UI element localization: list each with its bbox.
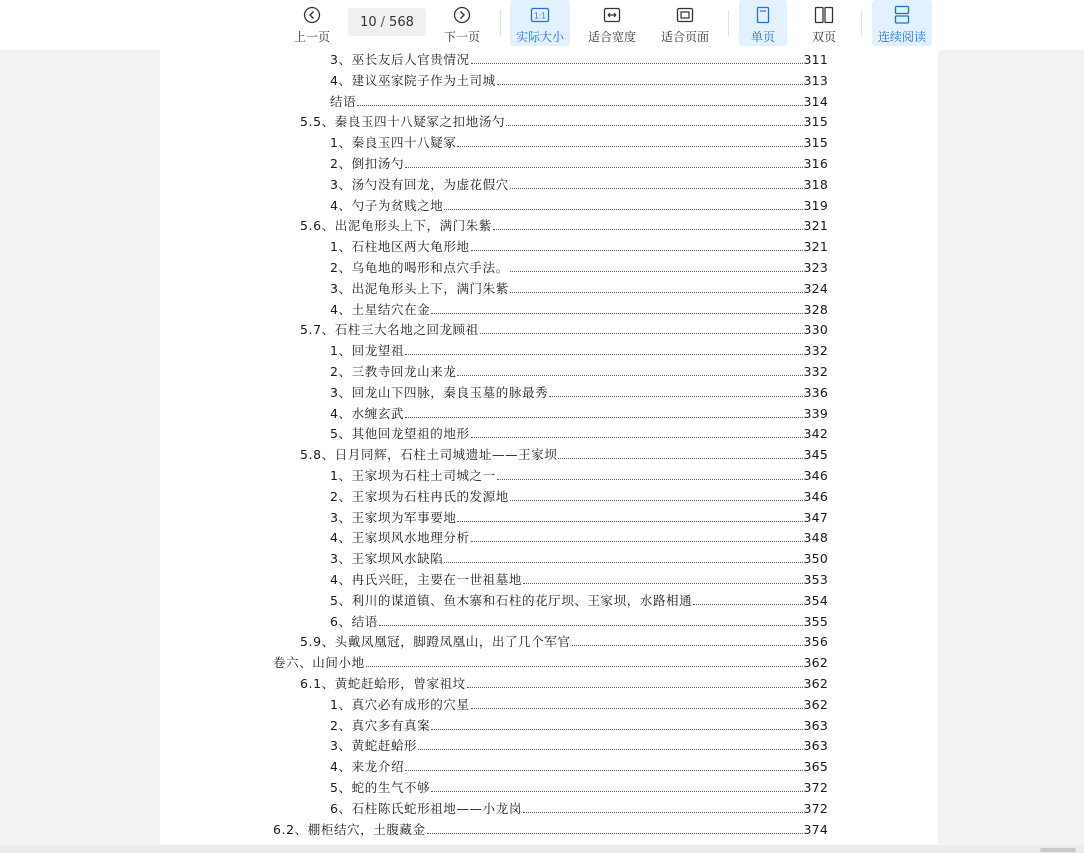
toc-entry-title: 2、三教寺回龙山来龙 xyxy=(330,364,457,379)
toc-leader-dots xyxy=(431,313,802,314)
toc-entry[interactable] xyxy=(330,546,828,566)
toc-entry-page: 353 xyxy=(803,572,828,587)
toc-entry-title: 1、回龙望祖 xyxy=(330,343,405,359)
toc-entry[interactable] xyxy=(330,68,828,88)
toc-entry[interactable] xyxy=(330,588,828,608)
toc-entry-title: 5.6、出泥龟形头上下，满门朱紫 xyxy=(300,218,492,234)
document-page xyxy=(160,0,938,853)
toc-entry[interactable] xyxy=(300,442,828,462)
single-page-label: 单页 xyxy=(750,30,775,44)
toc-entry[interactable] xyxy=(300,671,828,691)
toc-entry-title: 5.5、秦良玉四十八疑冢之扣地汤勺 xyxy=(300,114,506,130)
toc-leader-dots xyxy=(357,105,802,106)
toolbar-divider xyxy=(861,10,862,36)
toc-entry-title: 6、石柱陈氏蛇形祖地——小龙岗 xyxy=(330,800,522,816)
toc-leader-dots xyxy=(471,437,803,438)
toc-entry-page: 316 xyxy=(803,156,828,171)
toc-entry-title: 5.9、头戴凤凰冠，脚蹬凤凰山，出了几个军官 xyxy=(300,634,571,650)
toc-entry[interactable] xyxy=(330,567,828,587)
toc-leader-dots xyxy=(379,625,803,626)
toc-leader-dots xyxy=(480,333,803,334)
toc-entry-title: 2、倒扣汤勺 xyxy=(330,156,405,171)
toc-entry[interactable] xyxy=(330,525,828,545)
chevron-left-circle-icon xyxy=(301,4,323,26)
toc-entry[interactable] xyxy=(330,484,828,504)
chevron-right-circle-icon xyxy=(451,4,473,26)
toc-entry[interactable] xyxy=(300,629,828,649)
toc-entry-page: 347 xyxy=(803,509,828,525)
actual-size-icon xyxy=(529,4,551,26)
toc-leader-dots xyxy=(457,521,802,522)
toc-entry-title: 6.2、棚柜结穴，土腹藏金 xyxy=(273,821,426,837)
toc-leader-dots xyxy=(444,209,802,210)
toc-leader-dots xyxy=(405,167,802,168)
toc-leader-dots xyxy=(366,666,803,667)
toc-entry-page: 345 xyxy=(803,447,828,463)
toc-entry-title: 结语 xyxy=(330,93,357,109)
toc-entry-title: 1、王家坝为石柱土司城之一 xyxy=(330,468,496,483)
page-separator: / xyxy=(380,14,386,30)
toc-entry[interactable] xyxy=(330,609,828,629)
toc-entry-page: 321 xyxy=(803,218,828,234)
toc-leader-dots xyxy=(471,63,803,64)
toc-leader-dots xyxy=(693,604,802,605)
toc-entry-page: 336 xyxy=(803,384,828,400)
toc-entry[interactable] xyxy=(330,297,828,317)
toc-entry[interactable] xyxy=(330,733,828,753)
fit-page-button[interactable] xyxy=(655,0,715,46)
toc-entry-title: 1、石柱地区两大龟形地 xyxy=(330,239,470,255)
continuous-reading-icon xyxy=(891,4,913,26)
toc-entry-title: 1、真穴必有成形的穴星 xyxy=(330,696,470,712)
single-page-button[interactable] xyxy=(739,0,787,46)
toc-leader-dots xyxy=(510,292,803,293)
toc-entry-title: 5、利川的谋道镇、鱼木寨和石柱的花厅坝、王家坝，水路相通 xyxy=(330,592,693,608)
fit-width-icon xyxy=(601,4,623,26)
toc-entry-page: 315 xyxy=(803,135,828,151)
actual-size-button[interactable] xyxy=(510,0,570,46)
toc-entry-title: 6.1、黄蛇赶蛤形，曾家祖坟 xyxy=(300,676,466,691)
fit-width-label: 适合宽度 xyxy=(587,30,636,44)
toc-entry[interactable] xyxy=(330,463,828,483)
toc-leader-dots xyxy=(427,833,803,834)
toc-leader-dots xyxy=(471,250,803,251)
toc-leader-dots xyxy=(506,125,802,126)
toc-leader-dots xyxy=(510,188,803,189)
toc-entry-title: 5.8、日月同辉，石柱土司城遗址——王家坝 xyxy=(300,447,558,463)
toc-entry[interactable] xyxy=(300,213,828,233)
fit-page-icon xyxy=(674,4,696,26)
toc-entry-title: 5、蛇的生气不够 xyxy=(330,780,431,795)
toc-leader-dots xyxy=(405,417,802,418)
toc-leader-dots xyxy=(444,562,802,563)
current-page-input[interactable]: 10 xyxy=(360,14,377,30)
toc-entry[interactable] xyxy=(330,421,828,441)
toc-entry-page: 332 xyxy=(803,364,828,379)
toc-entry-title: 6、结语 xyxy=(330,613,378,629)
continuous-reading-label: 连续阅读 xyxy=(877,30,926,44)
toc-entry[interactable] xyxy=(300,317,828,337)
fit-width-button[interactable] xyxy=(582,0,642,46)
single-page-icon xyxy=(752,4,774,26)
actual-size-label: 实际大小 xyxy=(515,30,564,44)
toc-entry[interactable] xyxy=(330,692,828,712)
toc-entry-page: 342 xyxy=(803,426,828,442)
toc-entry-page: 313 xyxy=(803,72,828,88)
toc-entry-page: 346 xyxy=(803,488,828,504)
toc-entry[interactable] xyxy=(330,47,828,67)
toc-leader-dots xyxy=(418,749,802,750)
toc-entry[interactable] xyxy=(330,276,828,296)
toc-entry-title: 2、王家坝为石柱冉氏的发源地 xyxy=(330,488,509,504)
toc-entry-page: 311 xyxy=(803,52,828,67)
double-page-label: 双页 xyxy=(811,30,836,44)
toc-leader-dots xyxy=(510,500,803,501)
toc-entry[interactable] xyxy=(330,713,828,733)
toc-entry[interactable] xyxy=(330,775,828,795)
toc-leader-dots xyxy=(467,687,803,688)
toc-entry[interactable] xyxy=(330,338,828,358)
page-number-box[interactable] xyxy=(348,8,426,36)
toc-entry-page: 363 xyxy=(803,738,828,754)
toc-entry-title: 4、建议巫家院子作为土司城 xyxy=(330,72,496,88)
viewer-toolbar xyxy=(0,0,1084,50)
toc-entry[interactable] xyxy=(330,505,828,525)
next-page-label: 下一页 xyxy=(443,30,480,44)
toc-entry-title: 3、出泥龟形头上下，满门朱紫 xyxy=(330,280,509,296)
toc-entry[interactable] xyxy=(273,650,828,670)
toc-entry-title: 4、土星结穴在金 xyxy=(330,301,431,317)
next-page-button[interactable] xyxy=(440,0,484,46)
toc-leader-dots xyxy=(431,729,802,730)
toc-leader-dots xyxy=(405,770,802,771)
toc-entry-page: 321 xyxy=(803,239,828,255)
toc-leader-dots xyxy=(457,375,802,376)
toc-entry[interactable] xyxy=(330,380,828,400)
toc-entry-page: 324 xyxy=(803,280,828,296)
toc-entry-page: 314 xyxy=(803,93,828,109)
double-page-icon xyxy=(813,4,835,26)
toc-entry-title: 4、冉氏兴旺，主要在一世祖墓地 xyxy=(330,572,522,587)
toc-entry-page: 362 xyxy=(803,696,828,712)
toc-entry[interactable] xyxy=(330,359,828,379)
toc-entry-title: 3、黄蛇赶蛤形 xyxy=(330,738,418,754)
toc-entry-page: 355 xyxy=(803,613,828,629)
toc-leader-dots xyxy=(457,146,802,147)
toc-entry-title: 卷六、山间小地 xyxy=(273,655,365,671)
total-pages: 568 xyxy=(389,14,414,30)
toc-entry-page: 348 xyxy=(803,530,828,546)
continuous-reading-button[interactable] xyxy=(872,0,932,46)
toc-entry-title: 1、秦良玉四十八疑冢 xyxy=(330,135,457,151)
toc-entry-title: 4、来龙介绍 xyxy=(330,759,405,775)
toc-entry[interactable] xyxy=(330,130,828,150)
fit-page-label: 适合页面 xyxy=(660,30,709,44)
toc-leader-dots xyxy=(405,354,802,355)
toolbar-divider xyxy=(500,10,501,36)
toc-entry-page: 354 xyxy=(803,592,828,608)
toc-entry[interactable] xyxy=(330,151,828,171)
toc-entry-title: 3、巫长友后人官贵情况 xyxy=(330,52,470,67)
toc-entry-page: 350 xyxy=(803,551,828,567)
toc-entry[interactable] xyxy=(330,796,828,816)
toc-entry-page: 315 xyxy=(803,114,828,130)
toc-entry-page: 323 xyxy=(803,260,828,275)
toc-leader-dots xyxy=(510,271,803,272)
toc-leader-dots xyxy=(493,229,803,230)
toc-entry-page: 362 xyxy=(803,676,828,691)
toc-leader-dots xyxy=(558,458,802,459)
prev-page-button[interactable] xyxy=(290,0,334,46)
scrollbar-thumb[interactable] xyxy=(1040,848,1076,852)
toc-entry[interactable] xyxy=(330,234,828,254)
toc-entry-title: 3、回龙山下四脉，秦良玉墓的脉最秀 xyxy=(330,384,549,400)
svg-text:1:1: 1:1 xyxy=(533,11,547,21)
toc-entry-title: 3、汤勺没有回龙，为虚花假穴 xyxy=(330,176,509,192)
toc-entry-title: 3、王家坝为军事要地 xyxy=(330,509,457,525)
toc-entry-page: 362 xyxy=(803,655,828,671)
toc-entry-page: 356 xyxy=(803,634,828,650)
toc-entry-title: 2、真穴多有真案 xyxy=(330,717,431,733)
toc-entry[interactable] xyxy=(300,109,828,129)
toc-entry-page: 339 xyxy=(803,405,828,421)
toc-entry-title: 5、其他回龙望祖的地形 xyxy=(330,426,470,442)
toc-leader-dots xyxy=(497,84,803,85)
toc-leader-dots xyxy=(549,396,802,397)
toc-entry[interactable] xyxy=(330,401,828,421)
toc-leader-dots xyxy=(431,791,802,792)
toc-entry-page: 328 xyxy=(803,301,828,317)
prev-page-label: 上一页 xyxy=(293,30,330,44)
toc-leader-dots xyxy=(497,479,803,480)
toc-entry[interactable] xyxy=(330,255,828,275)
toc-entry-page: 374 xyxy=(803,821,828,837)
toc-leader-dots xyxy=(523,812,803,813)
toc-entry-page: 365 xyxy=(803,759,828,775)
toc-entry[interactable] xyxy=(330,89,828,109)
toc-entry-title: 5.7、石柱三大名地之回龙顾祖 xyxy=(300,322,479,338)
toc-entry-page: 363 xyxy=(803,717,828,733)
toc-entry[interactable] xyxy=(330,754,828,774)
double-page-button[interactable] xyxy=(800,0,848,46)
toc-entry-title: 4、水缠玄武 xyxy=(330,405,405,421)
toc-entry-page: 372 xyxy=(803,780,828,795)
toc-entry-page: 318 xyxy=(803,176,828,192)
toc-entry-title: 4、勺子为贫贱之地 xyxy=(330,197,444,213)
toc-entry-title: 4、王家坝风水地理分析 xyxy=(330,530,470,546)
toc-entry[interactable] xyxy=(330,172,828,192)
toc-entry[interactable] xyxy=(330,193,828,213)
toc-entry-title: 3、王家坝风水缺陷 xyxy=(330,551,444,567)
toc-entry-page: 346 xyxy=(803,468,828,483)
horizontal-scrollbar[interactable] xyxy=(0,845,1084,853)
toc-entry-page: 332 xyxy=(803,343,828,359)
toc-leader-dots xyxy=(523,583,803,584)
toc-leader-dots xyxy=(471,708,803,709)
toc-leader-dots xyxy=(572,645,803,646)
toc-entry-page: 372 xyxy=(803,800,828,816)
toc-entry-page: 319 xyxy=(803,197,828,213)
toolbar-divider xyxy=(728,10,729,36)
toc-entry-page: 330 xyxy=(803,322,828,338)
toc-entry[interactable] xyxy=(273,817,828,837)
toc-entry-title: 2、乌龟地的喝形和点穴手法。 xyxy=(330,260,509,275)
toc-leader-dots xyxy=(471,541,803,542)
